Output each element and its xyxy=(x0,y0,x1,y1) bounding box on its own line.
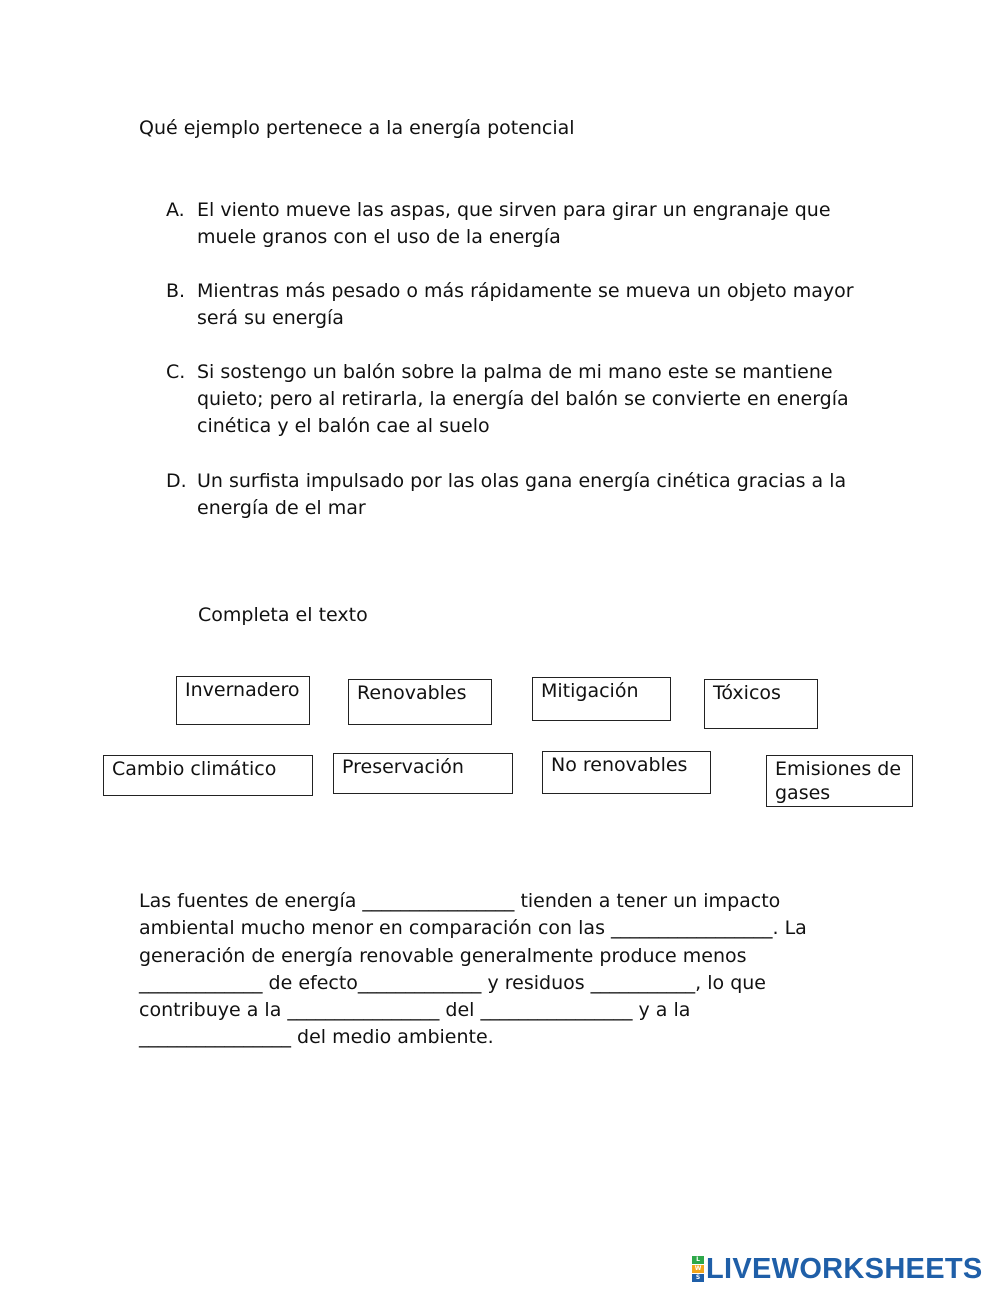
logo-text: LIVEWORKSHEETS xyxy=(706,1252,983,1285)
liveworksheets-logo xyxy=(692,1253,983,1285)
word-toxicos[interactable]: Tóxicos xyxy=(704,679,818,729)
fill-line: Las fuentes de energía ________________ tienden a tener un impacto xyxy=(139,890,781,912)
complete-heading: Completa el texto xyxy=(198,604,368,626)
logo-mark-cell: W xyxy=(692,1265,704,1273)
option-label: A. xyxy=(166,199,185,221)
word-cambio-climatico[interactable]: Cambio climático xyxy=(103,755,313,796)
word-renovables[interactable]: Renovables xyxy=(348,679,492,725)
fill-line: generación de energía renovable generalmente produce menos xyxy=(139,944,747,967)
option-label: D. xyxy=(166,470,187,492)
fill-in-paragraph xyxy=(139,888,869,1052)
option-a[interactable] xyxy=(166,197,866,251)
logo-mark-icon xyxy=(692,1256,704,1282)
option-text: Si sostengo un balón sobre la palma de mi mano este se mantiene quieto; pero al retirarla, la energía del balón se convierte en energía cinética y el balón cae al suelo xyxy=(197,361,849,437)
fill-line: contribuye a la ________________ del ________________ y a la xyxy=(139,999,691,1022)
option-b[interactable] xyxy=(166,278,866,332)
option-c[interactable] xyxy=(166,359,866,440)
word-preservacion[interactable]: Preservación xyxy=(333,753,513,794)
option-label: C. xyxy=(166,361,186,383)
option-text: Un surfista impulsado por las olas gana energía cinética gracias a la energía de el mar xyxy=(197,470,847,519)
option-d[interactable] xyxy=(166,468,866,522)
option-text: Mientras más pesado o más rápidamente se mueva un objeto mayor será su energía xyxy=(197,280,854,329)
logo-mark-cell: S xyxy=(692,1274,704,1282)
word-invernadero[interactable]: Invernadero xyxy=(176,676,310,725)
fill-line: ________________ del medio ambiente. xyxy=(139,1026,494,1049)
word-mitigacion[interactable]: Mitigación xyxy=(532,677,671,721)
option-label: B. xyxy=(166,280,186,302)
option-text: El viento mueve las aspas, que sirven para girar un engranaje que muele granos con el uso de la energía xyxy=(197,199,831,248)
question-title: Qué ejemplo pertenece a la energía potencial xyxy=(139,117,575,139)
fill-line: _____________ de efecto_____________ y residuos ___________, lo que xyxy=(139,971,766,994)
fill-line: ambiental mucho menor en comparación con las _________________. La xyxy=(139,917,807,940)
logo-mark-cell: L xyxy=(692,1256,704,1264)
word-no-renovables[interactable]: No renovables xyxy=(542,751,711,794)
word-emisiones-de-gases[interactable]: Emisiones de gases xyxy=(766,755,913,807)
